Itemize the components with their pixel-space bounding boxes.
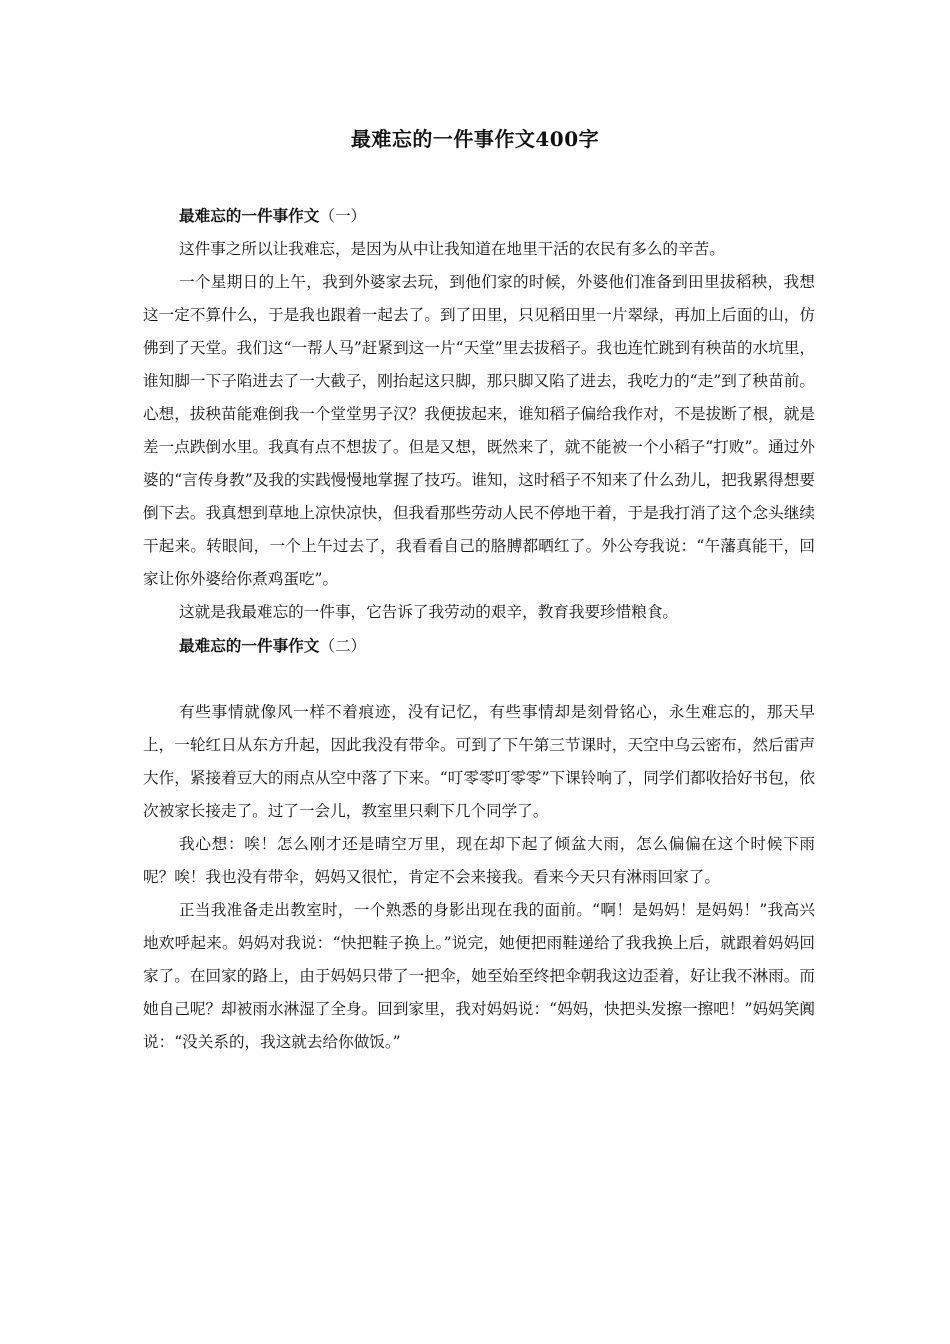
section-heading-1 — [143, 199, 815, 233]
section-heading-2-suffix: （二） — [319, 637, 367, 655]
paragraph: 一个星期日的上午，我到外婆家去玩，到他们家的时候，外婆他们准备到田里拔稻秧，我想这一定不算什么，于是我也跟着一起去了。到了田里，只见稻田里一片翠绿，再加上后面的山，仿佛到了天堂。我们这“一帮人马”赶紧到这一片“天堂”里去拔稻子。我也连忙跳到有秧苗的水坑里，谁知脚一下子陷进去了一大截子，刚抬起这只脚，那只脚又陷了进去，我吃力的“走”到了秧苗前。心想，拔秧苗能难倒我一个堂堂男子汉？我便拔起来，谁知稻子偏给我作对，不是拔断了根，就是差一点跌倒水里。我真有点不想拔了。但是又想，既然来了，就不能被一个小稻子“打败”。通过外婆的“言传身教”及我的实践慢慢地掌握了技巧。谁知，这时稻子不知来了什么劲儿，把我累得想要倒下去。我真想到草地上凉快凉快，但我看那些劳动人民不停地干着，于是我打消了这个念头继续干起来。转眼间，一个上午过去了，我看看自己的胳膊都晒红了。外公夸我说：“午藩真能干，回家让你外婆给你煮鸡蛋吃”。 — [143, 273, 815, 588]
paragraph: 有些事情就像风一样不着痕迹，没有记忆，有些事情却是刻骨铭心，永生难忘的，那天早上，一轮红日从东方升起，因此我没有带伞。可到了下午第三节课时，天空中乌云密布，然后雷声大作，紧接着豆大的雨点从空中落了下来。“叮零零叮零零”下课铃响了，同学们都收拾好书包，依次被家长接走了。过了一会儿，教室里只剩下几个同学了。 — [143, 703, 815, 820]
section-heading-1-text: 最难忘的一件事作文 — [179, 206, 320, 225]
document-body — [143, 199, 815, 1059]
blank-line — [143, 663, 815, 696]
paragraph: 这就是我最难忘的一件事，它告诉了我劳动的艰辛，教育我要珍惜粮食。 — [179, 603, 679, 621]
section-heading-2 — [143, 629, 815, 663]
section-heading-1-suffix: （一） — [319, 207, 367, 225]
document-title: 最难忘的一件事作文400字 — [350, 127, 600, 151]
paragraph: 我心想：唉！怎么刚才还是晴空万里，现在却下起了倾盆大雨，怎么偏偏在这个时候下雨呢？唉！我也没有带伞，妈妈又很忙，肯定不会来接我。看来今天只有淋雨回家了。 — [143, 835, 815, 886]
paragraph: 这件事之所以让我难忘，是因为从中让我知道在地里干活的农民有多么的辛苦。 — [179, 240, 725, 258]
paragraph: 正当我准备走出教室时，一个熟悉的身影出现在我的面前。“啊！是妈妈！是妈妈！”我高兴地欢呼起来。妈妈对我说：“快把鞋子换上。”说完，她便把雨鞋递给了我我换上后，就跟着妈妈回家了。在回家的路上，由于妈妈只带了一把伞，她至始至终把伞朝我这边歪着，好让我不淋雨。而她自己呢？却被雨水淋湿了全身。回到家里，我对妈妈说：“妈妈，快把头发擦一擦吧！”妈妈笑阗说：“没关系的，我这就去给你做饭。” — [143, 901, 815, 1051]
section-heading-2-text: 最难忘的一件事作文 — [179, 636, 320, 655]
